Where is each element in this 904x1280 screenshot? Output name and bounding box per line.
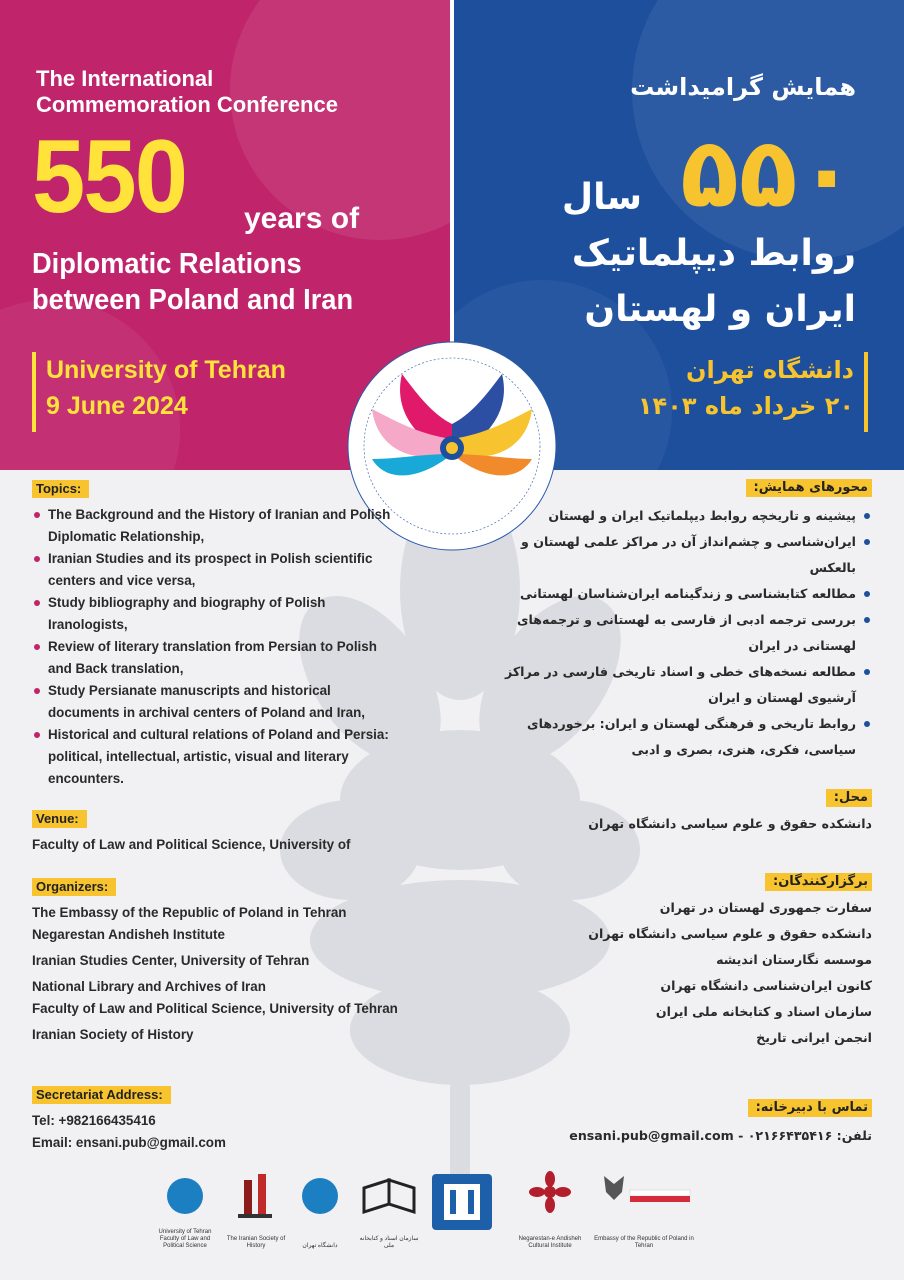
fa-topic-item: مطالعه نسخه‌های خطی و اسناد تاریخی فارسی در مراکز آرشیوی لهستان و ایران: [472, 659, 872, 711]
fa-organizer-item: سازمان اسناد و کتابخانه ملی ایران: [655, 1004, 872, 1019]
en-subtitle-line1: Diplomatic Relations: [32, 248, 302, 280]
logo-caption: Negarestan-e Andisheh Cultural Institute: [518, 1236, 582, 1249]
en-organizer-item: Faculty of Law and Political Science, University of Tehran: [32, 1001, 398, 1016]
en-tel: Tel: +982166435416: [32, 1113, 156, 1128]
fa-topic-item: روابط تاریخی و فرهنگی لهستان و ایران: برخوردهای سیاسی، فکری، هنری، بصری و ادبی: [472, 711, 872, 763]
fa-subtitle-line2: ایران و لهستان: [584, 289, 856, 330]
en-topic-item: Review of literary translation from Persian to Polish and Back translation,: [32, 636, 392, 680]
logo-caption: Embassy of the Republic of Poland in Tehran: [594, 1236, 694, 1249]
en-organizer-item: Iranian Studies Center, University of Tehran: [32, 953, 310, 968]
iranian-studies-seal-icon: [302, 1178, 338, 1214]
en-email[interactable]: Email: ensani.pub@gmail.com: [32, 1135, 226, 1150]
en-venue-section: [32, 808, 402, 856]
en-organizers-label: Organizers:: [32, 878, 116, 896]
en-subtitle-line2: between Poland and Iran: [32, 284, 354, 316]
en-topic-item: Iranian Studies and its prospect in Polish scientific centers and vice versa,: [32, 548, 392, 592]
fa-sal: سال: [561, 177, 642, 218]
fa-venue-short: دانشگاه تهران: [686, 356, 854, 384]
en-conference-title: [36, 66, 436, 118]
en-550-number: 550: [32, 119, 187, 235]
en-venue-label: Venue:: [32, 810, 87, 828]
fa-topic-item: پیشینه و تاریخچه روابط دیپلماتیک ایران و لهستان: [472, 503, 872, 529]
en-organizers-section: [32, 876, 402, 1046]
fa-topic-item: مطالعه کتابشناسی و زندگینامه ایران‌شناسان لهستانی: [472, 581, 872, 607]
logo-iranian-society-of-history: [226, 1170, 286, 1250]
fa-date-block: [554, 352, 854, 424]
university-seal-icon: [167, 1178, 203, 1214]
fa-topics-label: محورهای همایش:: [746, 479, 872, 497]
open-book-icon: [354, 1170, 424, 1220]
fa-organizer-item: موسسه نگارستان اندیشه: [716, 952, 872, 967]
logo-national-library: [354, 1170, 424, 1250]
fa-topics-list: [472, 503, 872, 763]
en-topics-label: Topics:: [32, 480, 89, 498]
en-title-line1: The International: [36, 66, 214, 91]
fa-contact-section: [472, 1096, 872, 1149]
en-topics-section: [32, 478, 392, 790]
en-subtitle: [32, 246, 427, 318]
fa-conference-title: همایش گرامیداشت: [630, 73, 856, 101]
en-organizer-item: National Library and Archives of Iran: [32, 979, 266, 994]
star-flower-icon: [510, 1170, 590, 1214]
fa-organizers-section: [472, 870, 872, 1051]
fa-topics-section: [472, 476, 872, 763]
en-organizer-item: Iranian Society of History: [32, 1027, 194, 1042]
sponsor-logos-row: [150, 1170, 790, 1260]
fa-organizers-list: [472, 895, 872, 1051]
fa-organizers-label: برگزارکنندگان:: [765, 873, 872, 891]
fa-contact-label: تماس با دبیرخانه:: [748, 1099, 872, 1117]
logo-caption: سازمان اسناد و کتابخانه ملی: [359, 1236, 419, 1249]
en-organizer-item: The Embassy of the Republic of Poland in Tehran: [32, 905, 347, 920]
logo-polish-embassy: [594, 1170, 694, 1250]
en-topics-list: [32, 504, 392, 790]
pillar-emblem-icon: [430, 1170, 494, 1234]
en-secretariat-label: Secretariat Address:: [32, 1086, 171, 1104]
logo-caption: The Iranian Society of History: [226, 1236, 286, 1249]
fa-venue-text: دانشکده حقوق و علوم سیاسی دانشگاه تهران: [588, 816, 872, 831]
en-organizer-item: Negarestan Andisheh Institute: [32, 927, 225, 942]
en-date-block: [46, 352, 286, 424]
fa-venue-label: محل:: [826, 789, 872, 807]
en-title-line2: Commemoration Conference: [36, 92, 338, 117]
logo-iranian-studies-center: [290, 1170, 350, 1250]
history-society-icon: [226, 1170, 286, 1226]
en-date-accent-bar: [32, 352, 36, 432]
en-venue-short: University of Tehran: [46, 356, 286, 384]
en-venue-text: Faculty of Law and Political Science, University of: [32, 837, 351, 852]
logo-caption: دانشگاه تهران: [302, 1243, 338, 1249]
fa-organizer-item: دانشکده حقوق و علوم سیاسی دانشگاه تهران: [588, 926, 872, 941]
en-years-of: years of: [244, 202, 360, 235]
en-secretariat-section: [32, 1084, 402, 1154]
fa-subtitle-line1: روابط دیپلماتیک: [571, 233, 856, 274]
logo-faculty-of-law: [430, 1170, 494, 1250]
fa-550-number: ۵۵۰: [680, 117, 856, 229]
fa-organizer-item: کانون ایران‌شناسی دانشگاه تهران: [660, 978, 872, 993]
polish-eagle-icon: [594, 1170, 694, 1210]
fa-organizer-item: انجمن ایرانی تاریخ: [756, 1030, 872, 1045]
fa-venue-section: [472, 786, 872, 837]
en-topic-item: Study bibliography and biography of Polish Iranologists,: [32, 592, 392, 636]
fa-date-accent-bar: [864, 352, 868, 432]
fa-topic-item: بررسی ترجمه ادبی از فارسی به لهستانی و ترجمه‌های لهستانی در ایران: [472, 607, 872, 659]
en-topic-item: Historical and cultural relations of Poland and Persia: political, intellectual, artistic, visual and literary encounters.: [32, 724, 392, 790]
en-date: 9 June 2024: [46, 392, 188, 420]
fa-topic-item: ایران‌شناسی و چشم‌انداز آن در مراکز علمی لهستان و بالعکس: [472, 529, 872, 581]
fa-date: ۲۰ خرداد ماه ۱۴۰۳: [637, 392, 854, 420]
en-topic-item: Study Persianate manuscripts and historical documents in archival centers of Poland and Iran,: [32, 680, 392, 724]
fa-contact-text[interactable]: تلفن: ۰۲۱۶۶۴۳۵۴۱۶ - ensani.pub@gmail.com: [569, 1128, 872, 1143]
fa-organizer-item: سفارت جمهوری لهستان در تهران: [659, 900, 872, 915]
en-topic-item: The Background and the History of Iranian and Polish Diplomatic Relationship,: [32, 504, 392, 548]
logo-caption: University of Tehran Faculty of Law and Political Science: [158, 1229, 212, 1249]
logo-university-of-tehran-law: [150, 1170, 220, 1250]
en-organizers-list: [32, 902, 402, 1046]
logo-negarestan-andisheh: [510, 1170, 590, 1250]
